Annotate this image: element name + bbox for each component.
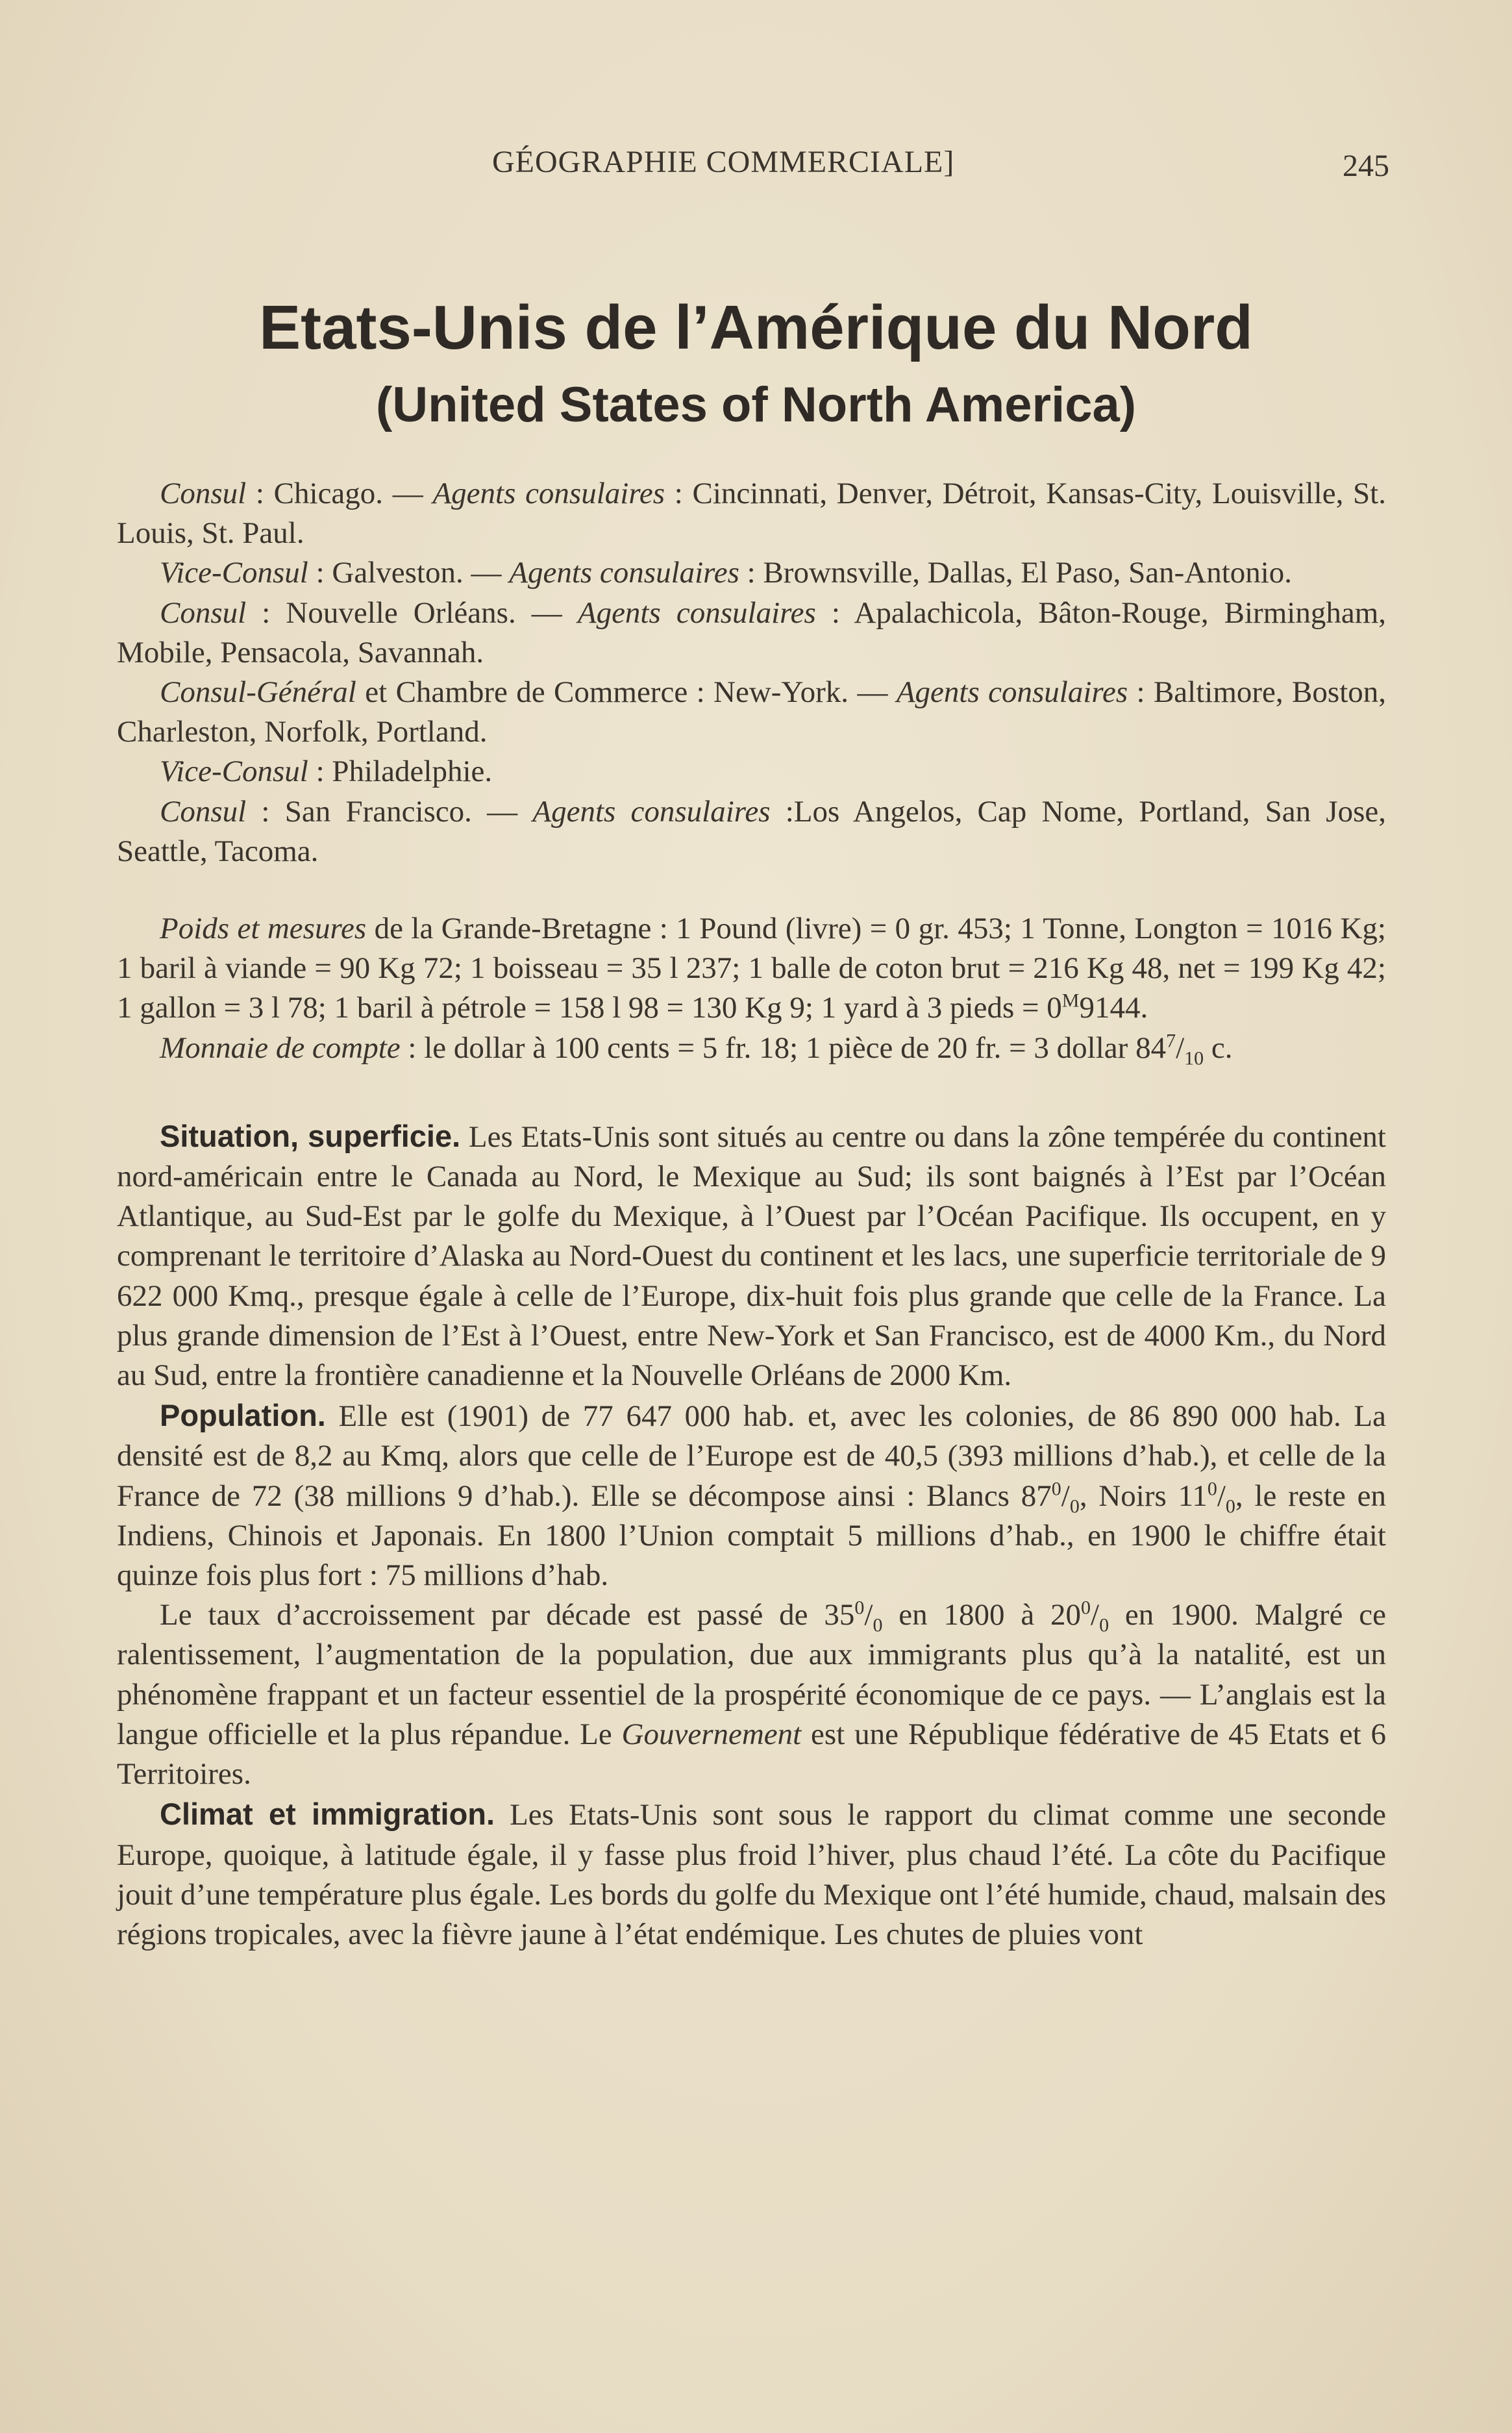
agents-label: Agents consulaires (432, 477, 665, 510)
agents-label: Agents consulaires (896, 675, 1128, 710)
currency-slash: / (1176, 1030, 1185, 1065)
measures-sup: M (1061, 990, 1080, 1012)
growth-text: en 1800 à 20 (882, 1598, 1082, 1632)
climate-text: Les Etats-Unis sont sous le rapport du climat comme une seconde Europe, quoique, à latitude égale, il y fasse plus froid l’hiver, plus chaud l’été. La côte du Pacifique jouit d’une température plus égale. Les bords du golfe du Mexique ont l’été humide, chaud, malsain des régions tropicales, avec la fièvre jaune à l’état endémique. Les chutes de pluies vont (117, 1798, 1386, 1951)
measures-paragraph (117, 909, 1386, 1029)
consulate-city: : Chicago. — (246, 477, 433, 510)
consulate-paragraph (117, 752, 1386, 792)
climate-paragraph (117, 1794, 1386, 1954)
agents-list: : Apalachicola, Bâton-Rouge, Birmingham, Mobile, Pensacola, Savannah. (117, 595, 1386, 669)
agents-label: Agents consulaires (509, 556, 739, 590)
currency-text-end: c. (1204, 1030, 1233, 1065)
currency-text: : le dollar à 100 cents = 5 fr. 18; 1 pièce de 20 fr. = 3 dollar 84 (400, 1030, 1167, 1065)
agents-list: : Cincinnati, Denver, Détroit, Kansas-City, Louisville, St. Louis, St. Paul. (117, 477, 1386, 551)
measures-label: Poids et mesures (160, 912, 367, 946)
climate-heading: Climat et immigration. (160, 1797, 495, 1832)
percent-sub: 0 (873, 1614, 883, 1636)
currency-label: Monnaie de compte (160, 1030, 401, 1065)
consulate-paragraph (117, 673, 1386, 752)
percent-sup: 0 (1207, 1478, 1217, 1500)
population-heading: Population. (160, 1398, 326, 1433)
body-text (117, 474, 1386, 1954)
page-subtitle: (United States of North America) (375, 377, 1137, 432)
currency-sub: 10 (1184, 1047, 1204, 1069)
consulate-paragraph (117, 474, 1386, 553)
agents-label: Agents consulaires (532, 794, 771, 829)
growth-text: est une République fédérative de 45 Etats et 6 Territoires. (117, 1717, 1386, 1791)
agents-list: : Baltimore, Boston, Charleston, Norfolk, Portland. (117, 675, 1386, 749)
consulate-city: : Philadelphie. (308, 755, 493, 789)
measures-text-end: 9144. (1079, 991, 1148, 1025)
situation-text: Les Etats-Unis sont situés au centre ou dans la zône tempérée du continent nord-américain entre le Canada au Nord, le Mexique au Sud; ils sont baignés à l’Est par l’Océan Atlantique, au Sud-Est par le golfe du Mexique, à l’Ouest par l’Océan Pacifique. Ils occupent, en y comprenant le territoire d’Alaska au Nord-Ouest du continent et les lacs, une superficie territoriale de 9 622 000 Kmq., presque égale à celle de l’Europe, dix-huit fois plus grande que celle de la France. La plus grande dimension de l’Est à l’Ouest, entre New-York et San Francisco, est de 4000 Km., du Nord au Sud, entre la frontière canadienne et la Nouvelle Orléans de 2000 Km. (117, 1119, 1386, 1393)
percent-sub: 0 (1099, 1614, 1109, 1636)
agents-list: : Brownsville, Dallas, El Paso, San-Antonio. (739, 556, 1293, 590)
percent-sub: 0 (1225, 1495, 1235, 1517)
consulate-city: et Chambre de Commerce : New-York. — (356, 675, 897, 710)
population-text: , le reste en Indiens, Chinois et Japonais. En 1800 l’Union comptait 5 millions d’hab., en 1900 le chiffre était quinze fois plus fort : 75 millions d’hab. (117, 1479, 1386, 1593)
consulate-role: Consul (160, 477, 247, 510)
currency-sup: 7 (1166, 1029, 1176, 1051)
measures-text: de la Grande-Bretagne : 1 Pound (livre) = 0 gr. 453; 1 Tonne, Longton = 1016 Kg; 1 baril à viande = 90 Kg 72; 1 boisseau = 35 l 237; 1 balle de coton brut = 216 Kg 48, net = 199 Kg 42; 1 gallon = 3 l 78; 1 baril à pétrole = 158 l 98 = 130 Kg 9; 1 yard à 3 pieds = 0 (117, 912, 1386, 1025)
consulate-paragraph (117, 553, 1386, 593)
consulate-city: : Nouvelle Orléans. — (246, 595, 578, 630)
growth-paragraph: Le taux d’accroissement par décade est passé de $35^0/_0$ en 1800 à $20^0/_0$ en 1900. Malgré ce ralentissement, l’augmentation de la population, due aux immigrants plus qu’à la natalité, est un phénomène frappant et un facteur essentiel de la prospérité économique de ce pays. — L’anglais est la langue officielle et la plus répandue. Le Gouvernement est une République fédérative de 45 Etats et 6 Territoires. (117, 1597, 1386, 1791)
consulate-city: : San Francisco. — (246, 794, 533, 829)
population-paragraph: Population. Elle est (1901) de 77 647 000 hab. et, avec les colonies, de 86 890 000 hab. La densité est de 8,2 au Kmq, alors que celle de l’Europe est de 40,5 (393 millions d’hab.), et celle de la France de 72 (38 millions 9 d’hab.). Elle se décompose ainsi : Blancs $87^0/_0$, Noirs $11^0/_0$, le reste en Indiens, Chinois et Japonais. En 1800 l’Union comptait 5 millions d’hab., en 1900 le chiffre était quinze fois plus fort : 75 millions d’hab. (117, 1398, 1386, 1593)
consulate-paragraph (117, 792, 1386, 871)
consulate-role: Vice-Consul (160, 556, 308, 590)
page-header (117, 144, 1389, 183)
consulate-paragraph (117, 593, 1386, 673)
percent-sup: 0 (1051, 1478, 1061, 1500)
growth-text: Le taux d’accroissement par décade est passé de 35 (160, 1598, 855, 1632)
agents-list: :Los Angelos, Cap Nome, Portland, San Jose, Seattle, Tacoma. (117, 794, 1386, 868)
consulate-role: Consul (160, 794, 247, 829)
page-title: Etats-Unis de l’Amérique du Nord (259, 293, 1253, 362)
percent-sub: 0 (1069, 1495, 1080, 1517)
growth-text: en 1900. Malgré ce ralentissement, l’augmentation de la population, due aux immigrants plus qu’à la natalité, est un phénomène frappant et un facteur essentiel de la prospérité économique de ce pays. — L’anglais est la langue officielle et la plus répandue. Le (117, 1598, 1386, 1751)
population-text: , Noirs 11 (1079, 1479, 1208, 1513)
percent-sup: 0 (1081, 1597, 1091, 1619)
consulate-role: Vice-Consul (160, 755, 308, 789)
currency-paragraph (117, 1029, 1386, 1068)
consulate-city: : Galveston. — (308, 556, 510, 590)
situation-paragraph (117, 1116, 1386, 1395)
situation-heading: Situation, superficie. (160, 1118, 461, 1153)
population-text: Elle est (1901) de 77 647 000 hab. et, avec les colonies, de 86 890 000 hab. La densité est de 8,2 au Kmq, alors que celle de l’Europe est de 40,5 (393 millions d’hab.), et celle de la France de 72 (38 millions 9 d’hab.). Elle se décompose ainsi : Blancs 87 (117, 1399, 1386, 1513)
government-label: Gouvernement (621, 1717, 802, 1751)
percent-sup: 0 (854, 1597, 865, 1619)
page-number: 245 (1343, 149, 1389, 183)
running-title: GÉOGRAPHIE COMMERCIALE] (492, 145, 955, 179)
agents-label: Agents consulaires (577, 595, 816, 630)
consulate-role: Consul (160, 595, 247, 630)
consulate-role: Consul-Général (160, 675, 356, 710)
